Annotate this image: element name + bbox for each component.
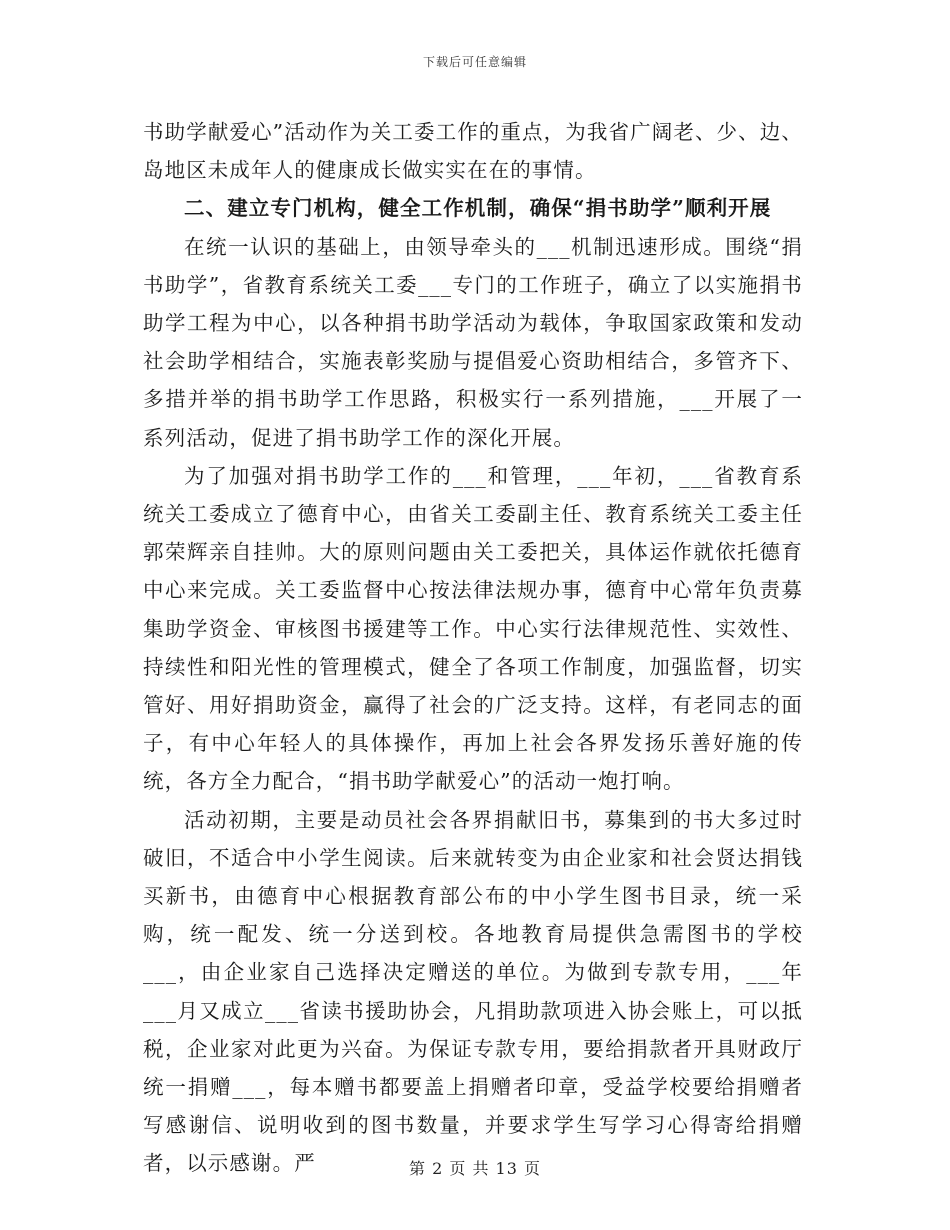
paragraph-2: 为了加强对捐书助学工作的___和管理，___年初，___省教育系统关工委成立了德育中心，由省关工委副主任、教育系统关工委主任郭荣辉亲自挂帅。大的原则问题由关工委把关，具体运作就依托德育中心来完成。关工委监督中心按法律法规办事，德育中心常年负责募集助学资金、审核图书援建等工作。中心实行法律规范性、实效性、持续性和阳光性的管理模式，健全了各项工作制度，加强监督，切实管好、用好捐助资金，赢得了社会的广泛支持。这样，有老同志的面子，有中心年轻人的具体操作，再加上社会各界发扬乐善好施的传统，各方全力配合，“捐书助学献爱心”的活动一炮打响。 — [143, 463, 803, 794]
page-header-note: 下载后可任意编辑 — [422, 55, 527, 69]
paragraph-1: 在统一认识的基础上，由领导牵头的___机制迅速形成。围绕“捐书助学”，省教育系统关工委___专门的工作班子，确立了以实施捐书助学工程为中心，以各种捐书助学活动为载体，争取国家政策和发动社会助学相结合，实施表彰奖励与提倡爱心资助相结合，多管齐下、多措并举的捐书助学工作思路，积极实行一系列措施，___开展了一系列活动，促进了捐书助学工作的深化开展。 — [143, 234, 803, 450]
page-number-footer: 第 2 页 共 13 页 — [409, 1159, 541, 1178]
paragraph-3: 活动初期，主要是动员社会各界捐献旧书，募集到的书大多过时破旧，不适合中小学生阅读。后来就转变为由企业家和社会贤达捐钱买新书，由德育中心根据教育部公布的中小学生图书目录，统一采购，统一配发、统一分送到校。各地教育局提供急需图书的学校___，由企业家自己选择决定赠送的单位。为做到专款专用，___年___月又成立___省读书援助协会，凡捐助款项进入协会账上，可以抵税，企业家对此更为兴奋。为保证专款专用，要给捐款者开具财政厅统一捐赠___，每本赠书都要盖上捐赠者印章，受益学校要给捐赠者写感谢信、说明收到的图书数量，并要求学生写学习心得寄给捐赠者，以示感谢。严 — [143, 807, 803, 1176]
section-heading: 二、建立专门机构，健全工作机制，确保“捐书助学”顺利开展 — [184, 196, 772, 221]
paragraph-continuation: 书助学献爱心”活动作为关工委工作的重点，为我省广阔老、少、边、岛地区未成年人的健康成长做实实在在的事情。 — [143, 120, 803, 183]
document-body — [143, 113, 803, 1183]
